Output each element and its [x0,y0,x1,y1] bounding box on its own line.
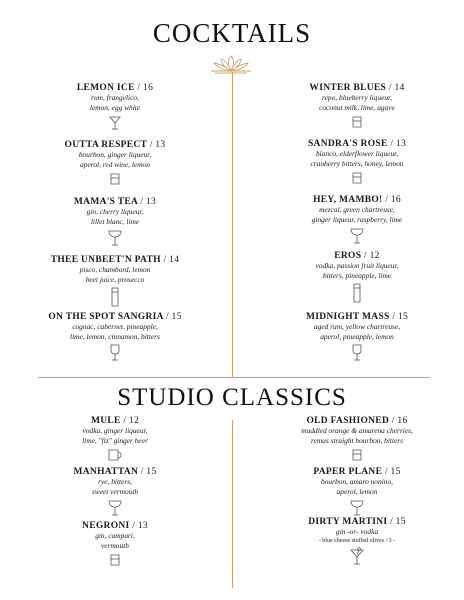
section-divider [38,377,430,378]
item-name: DIRTY MARTINI [308,517,388,527]
item-ingredients: aperol, red wine, lemon [80,160,150,169]
wine-glass-icon [351,344,363,362]
item-price: / 16 [391,416,408,426]
item-name: SANDRA'S ROSE [307,139,388,149]
item-price: / 12 [364,251,380,261]
menu-item [282,312,432,362]
item-name: WINTER BLUES [309,83,387,93]
item-name: ON THE SPOT SANGRIA [48,312,164,322]
menu-item [40,312,190,362]
item-ingredients: muddled orange & amarena cherries, [301,426,413,435]
item-name: MANHATTAN [73,467,139,477]
item-name: HEY, MAMBO! [313,195,383,205]
menu-item [282,467,432,517]
coupe-glass-icon [350,227,364,245]
menu-item [40,255,190,307]
item-price: / 14 [163,255,180,265]
item-ingredients: sweet vermouth [91,487,139,496]
item-ingredients: mezcal, green chartreuse, [319,205,395,214]
menu-item [40,416,190,462]
item-price: / 15 [390,517,406,527]
item-ingredients: aperol, pineapple, lemon [320,332,394,341]
menu-item [282,416,432,462]
item-ingredients: lime, "fiz" ginger beer [82,436,148,445]
center-divider-bottom [232,420,233,588]
rocks-glass-icon [351,115,363,129]
rocks-glass-icon [109,553,121,567]
item-ingredients: rye, bitters, [98,477,132,486]
item-ingredients: gin -or- vodka [335,527,379,536]
item-price: / 16 [385,195,401,205]
item-price: / 13 [390,139,407,149]
highball-glass-icon [352,283,362,303]
lotus-ornament-icon [205,54,257,74]
item-price: / 15 [384,467,401,477]
item-ingredients: vodka, passion fruit liqueur, [315,261,399,270]
item-ingredients: remus straight bourbon, bitters [310,436,404,445]
item-name: NEGRONI [82,521,130,531]
item-price: / 15 [165,312,182,322]
coupe-glass-icon [350,499,364,517]
item-note: - blue cheese stuffed olives / 3 - [318,538,396,544]
item-price: / 13 [132,521,148,531]
item-price: / 16 [137,83,154,93]
mug-icon [107,448,123,462]
item-ingredients: coconut milk, lime, agave [319,103,395,112]
item-price: / 12 [123,416,140,426]
item-ingredients: bitters, pineapple, lime [322,271,392,280]
item-name: OLD FASHIONED [306,416,390,426]
item-ingredients: pisco, chambord, lemon [79,265,151,274]
coupe-glass-icon [108,229,122,247]
menu-item [40,197,190,247]
rocks-glass-icon [351,448,363,462]
highball-glass-icon [110,287,120,307]
item-name: MIDNIGHT MASS [305,312,390,322]
item-ingredients: cognac, cabernet, pineapple, [72,322,158,331]
item-price: / 15 [140,467,157,477]
item-name: MAMA'S TEA [73,197,138,207]
martini-glass-icon [109,115,121,131]
item-ingredients: gin, cherry liqueur, [86,207,144,216]
item-name: THEE UNBEET'N PATH [50,255,161,265]
menu-item [282,139,432,185]
item-ingredients: gin, campari, [95,531,135,540]
menu-item [282,251,432,303]
item-ingredients: lime, lemon, cinnamon, bitters [70,332,160,341]
menu-item [40,467,190,517]
menu-item [282,83,432,129]
item-ingredients: aperol, lemon [336,487,378,496]
center-divider-top [232,72,233,378]
item-ingredients: cranberry bitters, honey, lemon [310,159,404,168]
classics-title: STUDIO CLASSICS [117,384,347,411]
menu-item [40,83,190,131]
item-name: OUTTA RESPECT [64,140,148,150]
item-price: / 13 [140,197,157,207]
wine-glass-icon [109,344,121,362]
item-name: MULE [90,416,121,426]
martini-glass-icon [350,547,364,567]
item-price: / 13 [149,140,166,150]
item-ingredients: repo, blueberry liqueur, [322,93,392,102]
rocks-glass-icon [351,171,363,185]
item-ingredients: ginger liqueur, raspberry, lime [311,215,403,224]
item-price: / 15 [392,312,409,322]
menu-item [40,140,190,186]
item-name: LEMON ICE [76,83,135,93]
item-price: / 14 [388,83,405,93]
item-ingredients: aged rum, yellow chartreuse, [313,322,401,331]
item-ingredients: lemon, egg white [89,103,141,112]
item-ingredients: vermouth [101,541,129,550]
item-ingredients: lillet blanc, lime [90,217,140,226]
item-ingredients: vodka, ginger liqueur, [82,426,148,435]
item-ingredients: blanco, elderflower liqueur, [315,149,399,158]
item-name: PAPER PLANE [313,467,383,477]
item-ingredients: beet juice, prosecco [85,275,145,284]
menu-item [40,521,190,567]
rocks-glass-icon [109,172,121,186]
menu-item [282,195,432,245]
menu-item [282,517,432,567]
coupe-glass-icon [108,499,122,517]
item-name: EROS [334,251,362,261]
item-ingredients: rum, frangelico, [91,93,139,102]
item-ingredients: bourbon, ginger liqueur, [78,150,152,159]
cocktails-title: COCKTAILS [152,18,312,48]
item-ingredients: bourbon, amaro nonino, [321,477,393,486]
